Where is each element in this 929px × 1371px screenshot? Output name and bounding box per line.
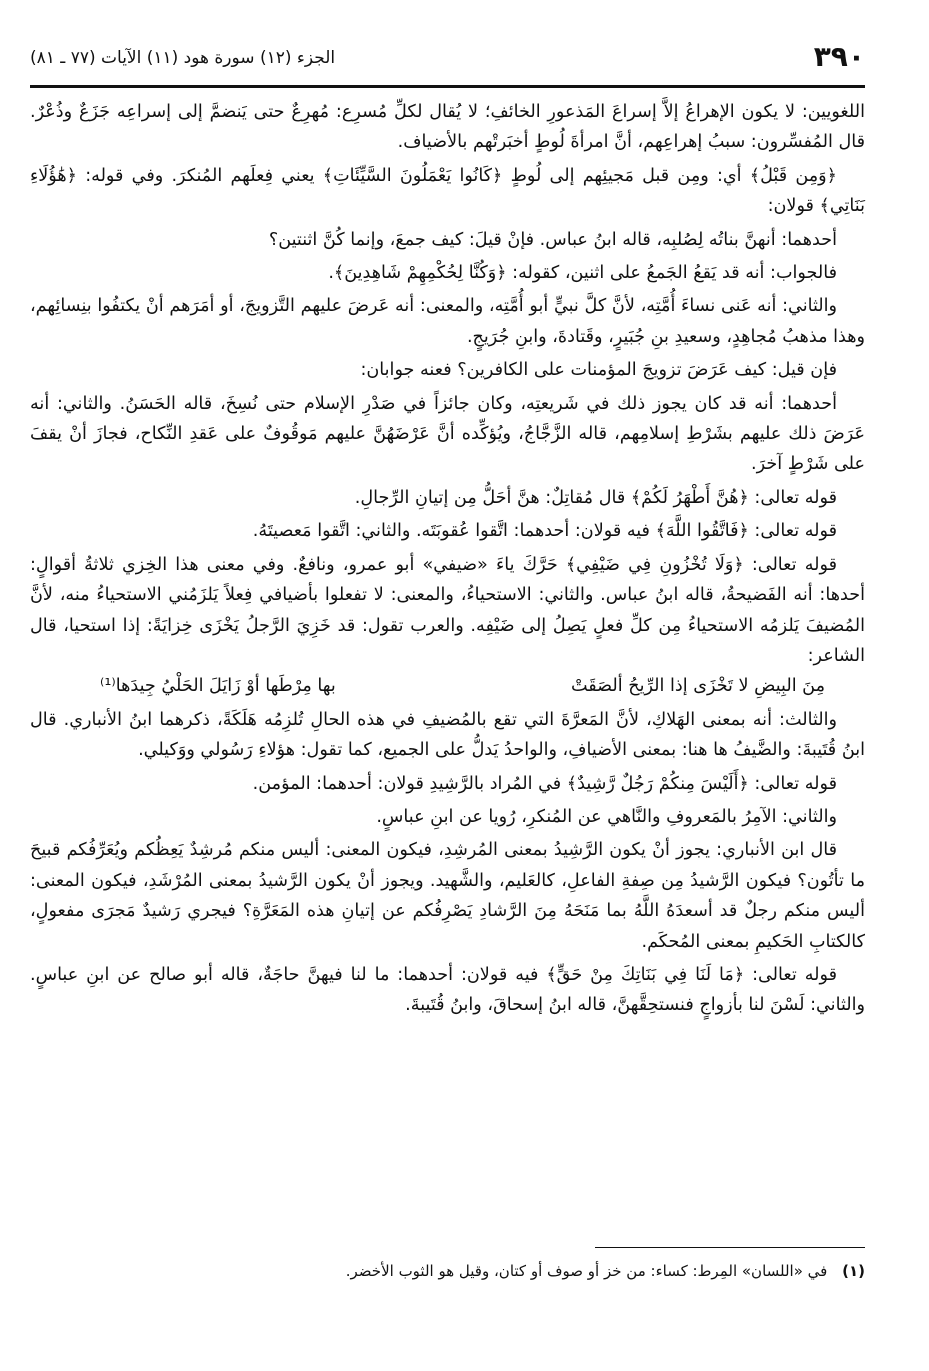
paragraph: والثاني: الآمِرُ بالمَعروفِ والنَّاهي عن المُنكرِ، رُويا عن ابنِ عباسٍ. [376, 806, 837, 827]
paragraph: فالجواب: أنه قد يَقعُ الجَمعُ على اثنين، كقوله: ﴿وَكُنَّا لِحُكْمِهِمْ شَاهِدِينَ﴾. [328, 263, 837, 284]
page-header [30, 40, 865, 82]
paragraph: قوله تعالى: ﴿مَا لَنَا فِي بَنَاتِكَ مِنْ حَقٍّ﴾ فيه قولان: أحدهما: ما لنا فيهنَّ حاجَةٌ، قاله أبو صالح عن ابنِ عباسٍ. والثاني: لَسْنَ لنا بأزواجٍ فنستحِقَّهنَّ، قاله ابنُ إسحاقَ، وابنُ قُتَيبةَ. [30, 964, 865, 1016]
paragraph: ﴿وَمِن قَبْلُ﴾ أي: ومِن قبل مَجيئِهم إلى لُوطٍ ﴿كَانُوا يَعْمَلُونَ السَّيِّئَاتِ﴾ يعني فِعلَهم المُنكرَ. وفي قوله: ﴿هَٰؤُلَاءِ بَنَاتِي﴾ قولان: [30, 165, 865, 217]
verse-hemistich-second: بها مِرْطَها أوْ زَايَلَ الحَلْيُ جِيدَها⁽¹⁾ [100, 676, 336, 697]
paragraph: والثالث: أنه بمعنى الهَلاكِ، لأنَّ المَعرَّةَ التي تقع بالمُضيفِ في هذه الحالِ تُلزِمُه هَلَكَةً، ذكرهما ابنُ الأنباري. قال ابنُ قُتَيبةَ: والضَّيفُ ها هنا: بمعنى الأضيافِ، والواحدُ يَدلُّ على الجميع، كما تقول: هؤلاءِ رَسُولي ووَكيلي. [30, 709, 865, 761]
footnote-rule [595, 1247, 865, 1248]
paragraph: قوله تعالى: ﴿هُنَّ أَطْهَرُ لَكُمْ﴾ قال مُقاتِلٌ: هنَّ أحَلُّ مِن إتيانِ الرِّجالِ. [354, 487, 837, 508]
footnote [30, 1262, 865, 1280]
paragraph: قال ابن الأنباري: يجوز أنْ يكون الرَّشِيدُ بمعنى المُرشِدِ، فيكون المعنى: أليس منكم مُرشِدٌ يَعِظُكم ويُعَرِّفُكم قبيحَ ما تأتُون؟ فيكون الرَّشيدُ مِن صِفةِ الفاعلِ، كالعَليم، والشَّهيد. ويجوز أنْ يكون الرَّشيدُ بمعنى المُرْشَدِ، فيكون المعنى: أليس منكم رجلٌ قد أسعدَهُ اللَّهُ بما مَنَحَهُ مِنَ الرَّشادِ يَصْرِفُكم عن إتيانِ هذه المَعَرَّةِ؟ فيجري رَشيدٌ مَجرَى مفعولٍ، كالكتابِ الحَكيمِ بمعنى المُحكَم. [30, 840, 865, 952]
page-number: ٣٩٠ [813, 40, 865, 73]
verse-hemistich-first: مِنَ البِيضِ لا تَخْزَى إذا الرِّيحُ ألصَقَتْ [570, 676, 825, 697]
main-text [30, 97, 865, 1021]
paragraph: أحدهما: أنهنَّ بناتُه لِصُلبِه، قاله ابنُ عباس. فإنْ قيلَ: كيف جمعَ، وإنما كُنَّ اثنتين؟ [268, 229, 837, 250]
footnote-marker: (١) [842, 1262, 865, 1280]
paragraph: قوله تعالى: ﴿أَلَيْسَ مِنكُمْ رَجُلٌ رَّشِيدٌ﴾ في المُراد بالرَّشِيدِ قولان: أحدهما: المؤمن. [252, 773, 837, 794]
running-head: الجزء (١٢) سورة هود (١١) الآيات (٧٧ ـ ٨١) [30, 48, 336, 68]
paragraph: والثاني: أنه عَنى نساءَ أُمَّتِه، لأنَّ كلَّ نبيٍّ أبو أُمَّتِه، والمعنى: أنه عَرضَ عليهم التَّزويجَ، أو أمَرَهم أنْ يكتفُوا بنِسائِهم، وهذا مذهبُ مُجاهِدٍ، وسعيدِ بنِ جُبَيرٍ، وقَتادةَ، وابنِ جُرَيجٍ. [30, 296, 865, 347]
paragraph: اللغويين: لا يكون الإهراعُ إلاَّ إسراعَ المَذعورِ الخائفِ؛ لا يُقال لكلِّ مُسرِع: مُهرِعٌ حتى يَنضمَّ إلى إسراعِه جَزَعٌ وذُعْرٌ. قال المُفسِّرون: سببُ إهراعِهم، أنَّ امرأةَ لُوطٍ أخبَرتْهم بالأضياف. [30, 102, 865, 153]
paragraph: قوله تعالى: ﴿وَلَا تُخْزُونِ فِي ضَيْفِي﴾ حَرَّكَ ياءَ «ضيفي» أبو عمرو، ونافعٌ. وفي معنى هذا الخِزي ثلاثةُ أقوالٍ: أحدها: أنه الفَضيحةُ، قاله ابنُ عباس. والثاني: الاستحياءُ، والمعنى: لا تفعلوا بأضيافي فِعلاً يَلزَمُني الاستحياءُ منه، لأنَّ المُضيفَ يَلزمُه الاستحياءُ مِن كلِّ فعلٍ يَصِلُ إلى ضَيْفِه. والعرب تقول: قد خَزِيَ الرَّجلُ يَخْزَى خِزايَةً: إذا استحيا، قال الشاعر: [30, 554, 865, 666]
header-rule [30, 85, 865, 88]
paragraph: قوله تعالى: ﴿فَاتَّقُوا اللَّهَ﴾ فيه قولان: أحدهما: اتَّقوا عُقوبَتَه. والثاني: اتَّقوا مَعصيتَهُ. [252, 521, 837, 542]
poetry-verse [30, 671, 865, 701]
paragraph: فإن قيل: كيف عَرَضَ تزويجَ المؤمنات على الكافرين؟ فعنه جوابان: [360, 360, 837, 381]
paragraph: أحدهما: أنه قد كان يجوز ذلك في شَريعتِه، وكان جائزاً في صَدْرِ الإسلام حتى نُسِخَ، قاله الحَسَنُ. والثاني: أنه عَرَضَ ذلك عليهم بشَرْطِ إسلامِهم، قاله الزَّجَّاجُ، ويُؤكِّده أنَّ عَرْضَهُنَّ عليهم مَوقُوفٌ على عَقدِ النِّكاح، فجازَ أنْ يقفَ على شَرْطٍ آخرَ. [30, 393, 865, 475]
footnote-text: في «اللسان» المِرط: كساء: من خز أو صوف أو كتان، وقيل هو الثوب الأخضر. [345, 1262, 828, 1280]
